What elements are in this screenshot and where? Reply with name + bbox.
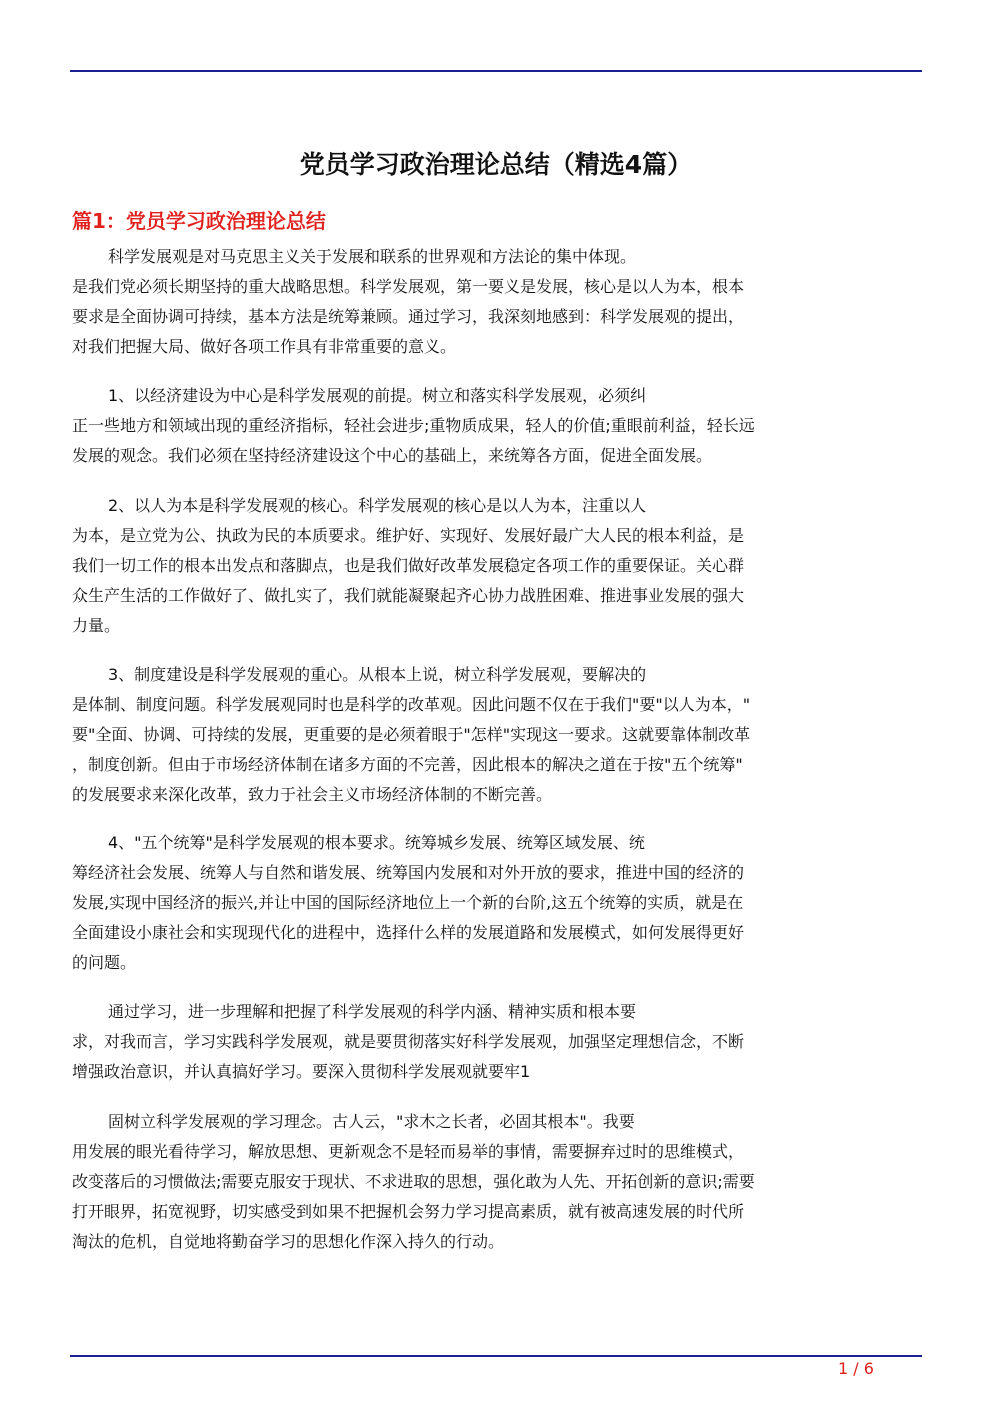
paragraph-line: 打开眼界，拓宽视野，切实感受到如果不把握机会努力学习提高素质，就有被高速发展的时代所 (72, 1202, 745, 1221)
paragraph-line: 改变落后的习惯做法;需要克服安于现状、不求进取的思想，强化敢为人先、开拓创新的意识;需要 (72, 1172, 755, 1191)
paragraph-line: 为本，是立党为公、执政为民的本质要求。维护好、实现好、发展好最广大人民的根本利益，是 (72, 526, 745, 545)
body-paragraph (72, 1107, 922, 1257)
paragraph-line: 力量。 (72, 616, 121, 635)
paragraph-line: 要"全面、协调、可持续的发展，更重要的是必须着眼于"怎样"实现这一要求。这就要靠体制改革 (72, 725, 751, 744)
paragraph-line: 发展的观念。我们必须在坚持经济建设这个中心的基础上，来统筹各方面，促进全面发展。 (72, 446, 713, 465)
paragraph-line: 2、以人为本是科学发展观的核心。科学发展观的核心是以人为本，注重以人 (108, 496, 647, 515)
paragraph-line: 我们一切工作的根本出发点和落脚点，也是我们做好改革发展稳定各项工作的重要保证。关心群 (72, 556, 745, 575)
page-number: 1 / 6 (838, 1359, 874, 1378)
document-title: 党员学习政治理论总结（精选4篇） (299, 149, 693, 179)
paragraph-line: 众生产生活的工作做好了、做扎实了，我们就能凝聚起齐心协力战胜困难、推进事业发展的强大 (72, 586, 745, 605)
paragraph-line: 全面建设小康社会和实现现代化的进程中，选择什么样的发展道路和发展模式，如何发展得更好 (72, 923, 745, 942)
paragraph-line: 是我们党必须长期坚持的重大战略思想。科学发展观，第一要义是发展，核心是以人为本，根本 (72, 277, 745, 296)
paragraph-line: 固树立科学发展观的学习理念。古人云，"求木之长者，必固其根本"。我要 (108, 1112, 635, 1131)
paragraph-line: 增强政治意识，并认真搞好学习。要深入贯彻科学发展观就要牢1 (72, 1062, 531, 1081)
paragraph-line: 正一些地方和领域出现的重经济指标，轻社会进步;重物质成果，轻人的价值;重眼前利益，轻长远 (72, 416, 755, 435)
paragraph-line: 发展,实现中国经济的振兴,并让中国的国际经济地位上一个新的台阶,这五个统筹的实质，就是在 (72, 893, 744, 912)
section-heading: 篇1：党员学习政治理论总结 (72, 208, 326, 233)
paragraph-line: 通过学习，进一步理解和把握了科学发展观的科学内涵、精神实质和根本要 (108, 1002, 637, 1021)
paragraph-line: 1、以经济建设为中心是科学发展观的前提。树立和落实科学发展观，必须纠 (108, 386, 647, 405)
paragraph-line: 筹经济社会发展、统筹人与自然和谐发展、统筹国内发展和对外开放的要求，推进中国的经济的 (72, 863, 745, 882)
paragraph-line: ，制度创新。但由于市场经济体制在诸多方面的不完善，因此根本的解决之道在于按"五个统筹" (72, 755, 743, 774)
paragraph-line: 3、制度建设是科学发展观的重心。从根本上说，树立科学发展观，要解决的 (108, 665, 647, 684)
paragraph-line: 用发展的眼光看待学习，解放思想、更新观念不是轻而易举的事情，需要摒弃过时的思维模式， (72, 1142, 745, 1161)
paragraph-line: 要求是全面协调可持续，基本方法是统筹兼顾。通过学习，我深刻地感到：科学发展观的提出， (72, 307, 745, 326)
paragraph-line: 是体制、制度问题。科学发展观同时也是科学的改革观。因此问题不仅在于我们"要"以人为本，" (72, 695, 751, 714)
footer-rule (70, 1355, 922, 1357)
body-paragraph (72, 828, 922, 978)
body-paragraph (72, 660, 922, 810)
paragraph-line: 对我们把握大局、做好各项工作具有非常重要的意义。 (72, 337, 457, 356)
paragraph-line: 的问题。 (72, 953, 137, 972)
paragraph-line: 的发展要求来深化改革，致力于社会主义市场经济体制的不断完善。 (72, 785, 553, 804)
paragraph-line: 4、"五个统筹"是科学发展观的根本要求。统筹城乡发展、统筹区域发展、统 (108, 833, 645, 852)
paragraph-line: 科学发展观是对马克思主义关于发展和联系的世界观和方法论的集中体现。 (108, 247, 637, 266)
body-paragraph (72, 491, 922, 641)
body-paragraph (72, 997, 922, 1087)
body-paragraph (72, 381, 922, 471)
paragraph-line: 求，对我而言，学习实践科学发展观，就是要贯彻落实好科学发展观，加强坚定理想信念，不断 (72, 1032, 745, 1051)
header-rule (70, 70, 922, 72)
body-paragraph (72, 242, 922, 362)
paragraph-line: 淘汰的危机，自觉地将勤奋学习的思想化作深入持久的行动。 (72, 1232, 505, 1251)
